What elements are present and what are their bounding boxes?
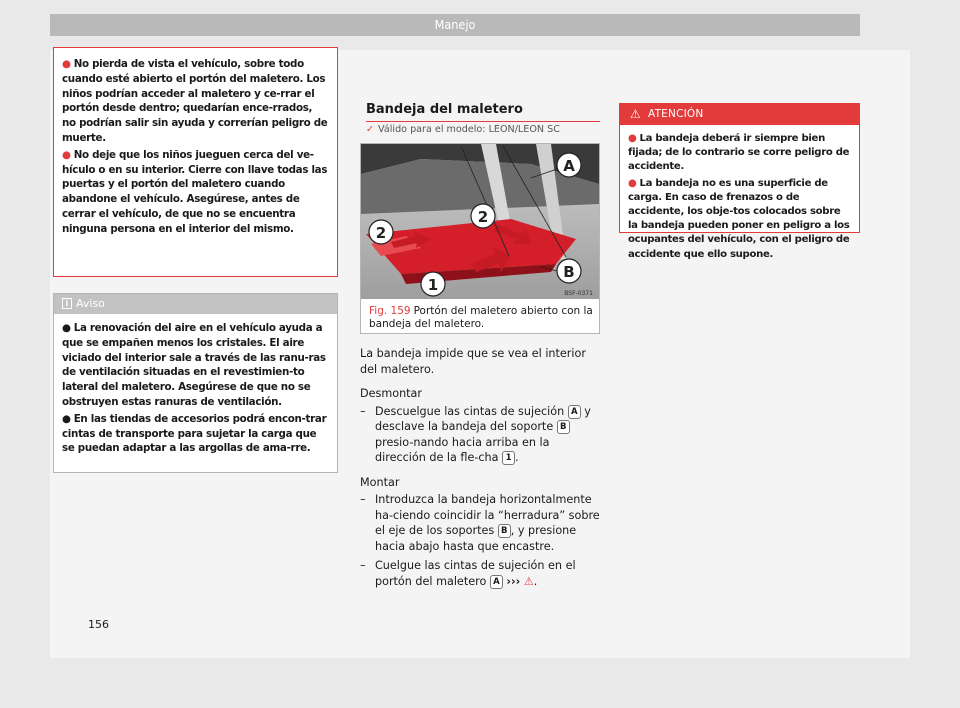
badge-b: B <box>498 524 511 538</box>
atencion-item: ● La bandeja no es una superficie de carga. En caso de frenazos o de accidente, los obje-tos colocados sobre la bandeja pueden poner en peligro a los ocupantes del vehículo, con el peligro de accidente que ello supone. <box>628 177 850 260</box>
figure-caption: Fig. 159 Portón del maletero abierto con la bandeja del maletero. <box>369 305 593 330</box>
body-text <box>360 346 602 593</box>
desmontar-heading: Desmontar <box>360 387 423 400</box>
checkmark-icon: ✓ <box>366 124 375 135</box>
montar-step-1: – Introduzca la bandeja horizontalmente ha-ciendo coincidir la “herradura” sobre el eje de los soportes B , y presione hacia abajo hasta que encastre. <box>360 493 600 553</box>
warning-item: ● No deje que los niños jueguen cerca del ve-hículo o en su interior. Cierre con llave todas las puertas y el portón del maletero cuando abandone el vehículo. Asegúrese, antes de cerrar el vehículo, de que no se encuentra ninguna persona en el interior del mismo. <box>62 148 328 235</box>
aviso-header <box>54 294 337 314</box>
montar-step-2: – Cuelgue las cintas de sujeción en el portón del maletero A ››› ⚠. <box>360 559 576 588</box>
atencion-item: ● La bandeja deberá ir siempre bien fijada; de lo contrario se corre peligro de accidente. <box>628 133 850 173</box>
label-1: 1 <box>427 276 439 294</box>
atencion-title: ATENCIÓN <box>648 108 704 120</box>
atencion-box <box>619 103 860 260</box>
label-b: B <box>563 263 575 281</box>
trunk-shelf-illustration <box>361 144 599 299</box>
aviso-item: ● La renovación del aire en el vehículo ayuda a que se empañen menos los cristales. El aire viciado del interior sale a través de las ranu-ras de ventilación situadas en el revestimien-to lateral del maletero. Asegúrese de que no se obstruyen estas ranuras de ventilación. <box>62 322 326 408</box>
label-a: A <box>563 157 575 175</box>
bullet-icon: ● <box>628 177 637 189</box>
chapter-header <box>50 14 860 36</box>
atencion-header <box>620 104 859 125</box>
warning-item: ● No pierda de vista el vehículo, sobre todo cuando esté abierto el portón del maletero. Los niños podrían acceder al maletero y ce-rrar el portón desde dentro; quedarían ence-rrados, no podrían salir sin ayuda y correrían peligro de muerte. <box>62 58 328 144</box>
warning-triangle-icon: ⚠ <box>630 107 641 121</box>
badge-a: A <box>490 575 503 589</box>
label-2-left: 2 <box>375 224 387 242</box>
figure-code: BSF-0371 <box>564 290 593 297</box>
bullet-icon: ● <box>62 322 71 334</box>
section-title: Bandeja del maletero <box>366 100 600 122</box>
bullet-icon: ● <box>62 412 71 425</box>
validity-note: ✓ Válido para el modelo: LEON/LEON SC <box>366 124 560 135</box>
info-icon: i <box>62 298 72 309</box>
chapter-title: Manejo <box>434 17 476 32</box>
continue-arrows: ››› <box>506 574 521 588</box>
warning-triangle-icon: ⚠ <box>523 574 534 588</box>
bullet-icon: ● <box>628 133 637 144</box>
badge-1: 1 <box>502 451 515 465</box>
figure-number: Fig. 159 <box>369 305 411 317</box>
label-2-right: 2 <box>477 208 489 226</box>
figure-box <box>360 143 600 334</box>
aviso-title: Aviso <box>76 297 105 310</box>
aviso-item: ● En las tiendas de accesorios podrá encon-trar cintas de transporte para sujetar la carga que se puedan adaptar a las argollas de ama-rre. <box>62 412 327 455</box>
desmontar-step: – Descuelgue las cintas de sujeción A y desclave la bandeja del soporte B presio-nando hacia arriba en la dirección de la fle-cha 1 . <box>360 404 591 464</box>
bullet-icon: ● <box>62 58 71 70</box>
badge-a: A <box>568 405 581 419</box>
bullet-icon: ● <box>62 148 71 161</box>
badge-b: B <box>557 420 570 434</box>
montar-heading: Montar <box>360 475 400 489</box>
page-number: 156 <box>88 618 109 631</box>
intro-paragraph: La bandeja impide que se vea el interior del maletero. <box>360 347 586 376</box>
warning-box-continued <box>53 47 338 277</box>
aviso-box <box>53 293 338 473</box>
